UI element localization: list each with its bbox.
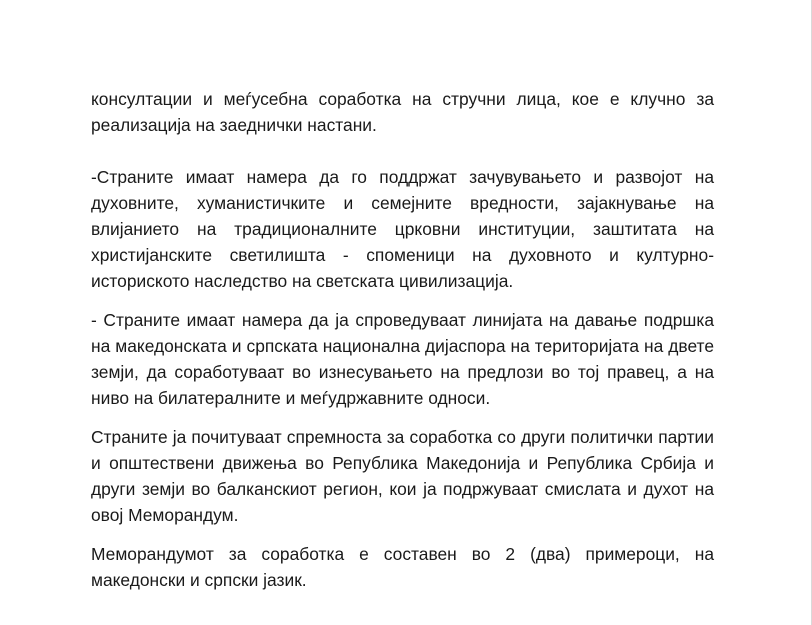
paragraph-spiritual-values: -Страните имаат намера да го поддржат зачувувањето и развојот на духовните, хуманистичките и семејните вредности, зајакнување на влијанието на традиционалните црковни институции, заштитата на христијанските светилишта - споменици на духовното и културно-историското наследство на светската цивилизација.	[91, 167, 714, 291]
document-body	[91, 86, 714, 593]
paragraph-cooperation-parties: Страните ја почитуваат спремноста за соработка со други политички партии и општествени движења во Република Македонија и Република Србија и други земји во балканскиот регион, кои ја подржуваат смислата и духот на овој Меморандум.	[91, 427, 714, 525]
paragraph-diaspora-support: - Страните имаат намера да ја спроведуваат линијата на давање подршка на македонската и српската национална дијаспора на територијата на двете земји, да соработуваат во изнесувањето на предлози во тој правец, а на ниво на билатералните и меѓудржавните односи.	[91, 310, 714, 408]
paragraph-consultations: консултации и меѓусебна соработка на стручни лица, кое е клучно за реализација на заеднички настани.	[91, 89, 714, 135]
paragraph-memorandum-copies: Меморандумот за соработка е составен во 2 (два) примероци, на македонски и српски јазик.	[91, 544, 714, 590]
